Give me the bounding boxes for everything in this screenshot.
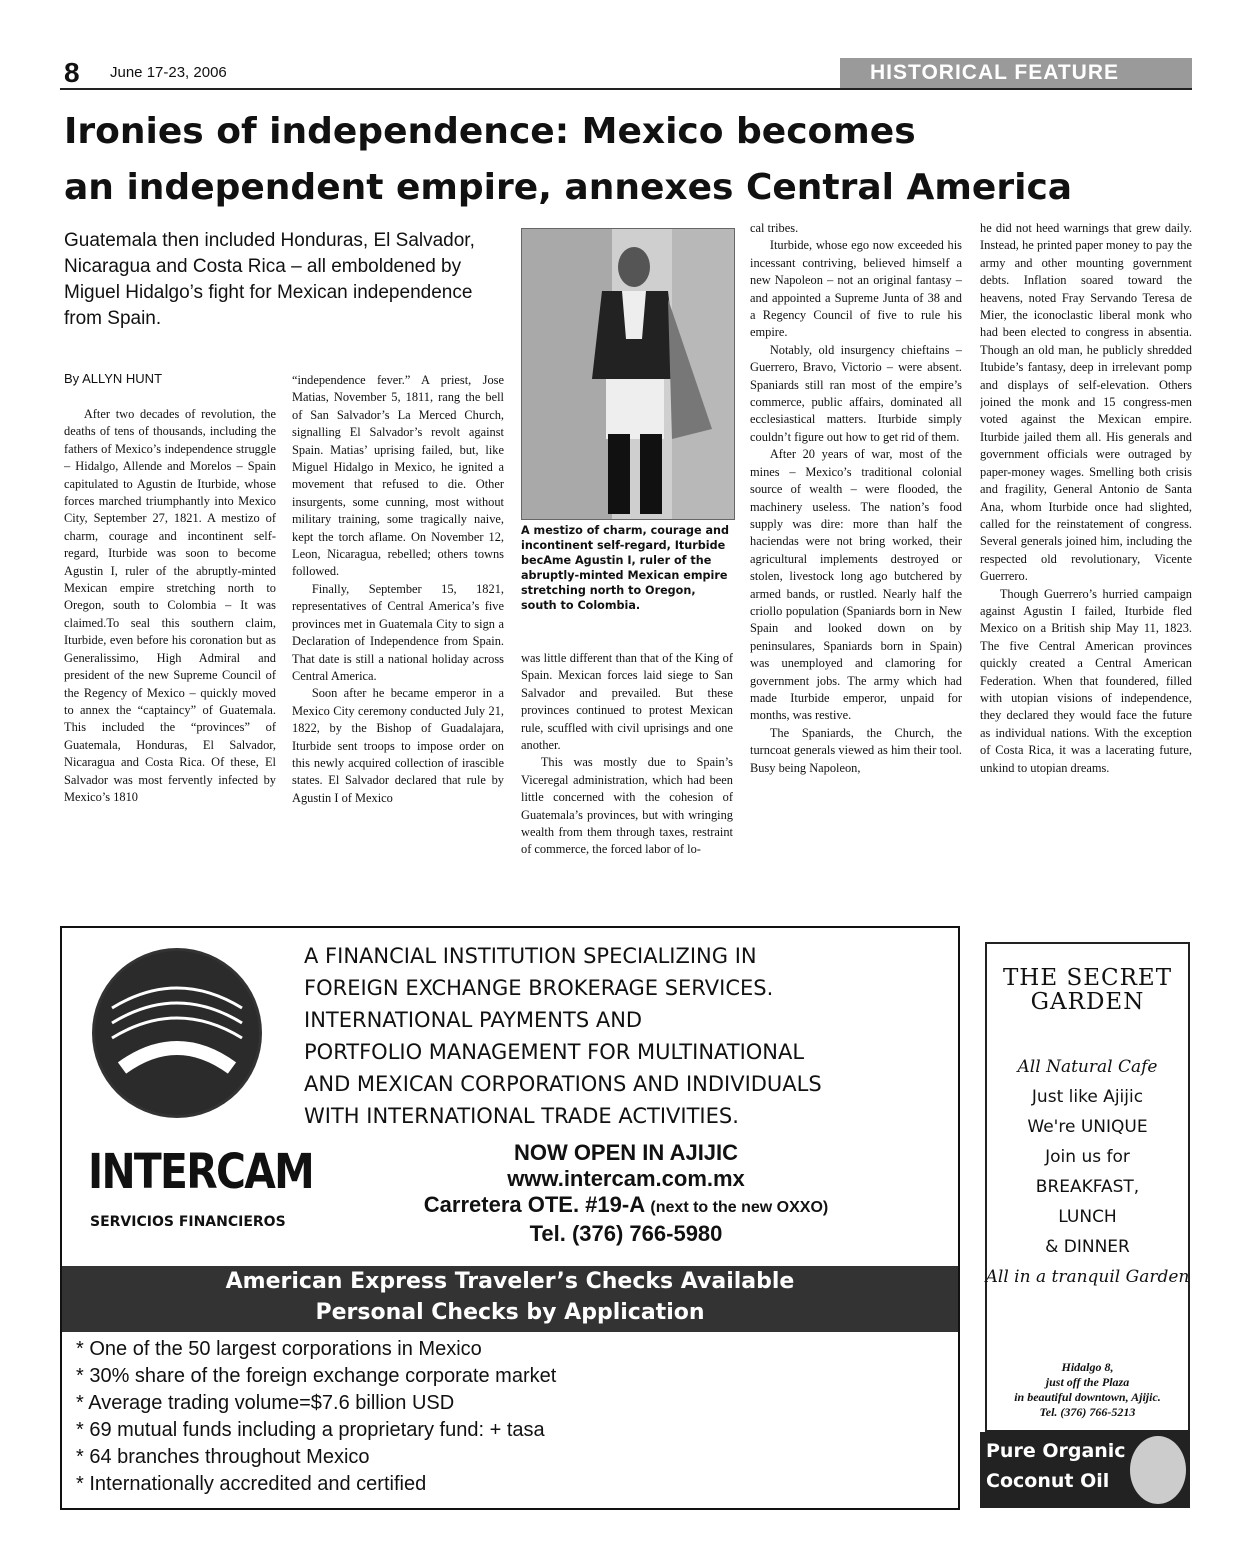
address-line bbox=[346, 1192, 906, 1221]
intercam-brand: INTERCAM bbox=[88, 1144, 313, 1200]
paragraph: Soon after he became emperor in a Mexico City ceremony conducted July 21, 1822, by the Bishop of Guadalajara, Iturbide sent troops to impose order on this newly acquired collection of irascible states. El Salvador declared that rule by Agustin I of Mexico bbox=[292, 686, 504, 805]
ad-line: INTERNATIONAL PAYMENTS AND bbox=[304, 1008, 643, 1032]
article-column-1 bbox=[64, 406, 276, 911]
coconut-line-2: Coconut Oil bbox=[986, 1470, 1110, 1492]
title-line-2: GARDEN bbox=[1030, 989, 1145, 1015]
iturbide-portrait-photo bbox=[521, 228, 735, 520]
paragraph: Finally, September 15, 1821, representatives of Central America’s five provinces met in Guatemala City to sign a Declaration of Independence from Spain. That date is still a national holiday across Central America. bbox=[292, 581, 504, 683]
open-line: NOW OPEN IN AJIJIC bbox=[513, 1140, 739, 1165]
tagline: All Natural Cafe bbox=[1017, 1057, 1158, 1077]
addr-line: in beautiful downtown, Ajijic. bbox=[1014, 1390, 1161, 1404]
ad-line: AND MEXICAN CORPORATIONS AND INDIVIDUALS bbox=[304, 1072, 822, 1096]
paragraph: Iturbide, whose ego now exceeded his incessant contriving, believed himself a new Napoleon – not an original fantasy – and appointed a Supreme Junta of 38 and a Regency Council of five to rule his empire. bbox=[750, 238, 962, 340]
address: Carretera OTE. #19-A bbox=[423, 1192, 645, 1217]
address-note: (next to the new OXXO) bbox=[650, 1199, 829, 1216]
paragraph: This was mostly due to Spain’s Viceregal administration, which had been little concerned with the cohesion of Guatemala’s provinces, but with wringing wealth from them through taxes, restraint of commerce, the forced labor of lo- bbox=[521, 755, 733, 857]
coconut-oil-text bbox=[986, 1436, 1126, 1496]
secret-garden-title bbox=[985, 966, 1190, 1014]
issue-date: June 17-23, 2006 bbox=[110, 64, 227, 81]
paragraph: After two decades of revolution, the deaths of tens of thousands, including the fathers of Mexico’s independence struggle – Hidalgo, Allende and Morelos – Spain capitulated to Agustin de Iturbide, whose forces marched triumphantly into Mexico City, September 27, 1821. A mestizo of charm, courage and incontinent self-regard, Iturbide was soon to become Agustin I, ruler of the abruptly-minted Mexican empire stretching north to Oregon, south to Colombia – It was claimed.To seal this southern claim, Iturbide, even before his coronation but as Generalissimo, High Admiral and president of the new Supreme Council of the Regency of Mexico – quickly moved to annex the “captaincy” of Guatemala. This included the “provinces” of Guatemala, Honduras, El Salvador, Nicaragua and Costa Rica. Of these, El Salvador was most fervently infected by Mexico’s 1810 bbox=[64, 407, 276, 804]
headline-line-2: an independent empire, annexes Central America bbox=[64, 167, 1073, 208]
article-column-2 bbox=[292, 372, 504, 912]
bullet-item: * 64 branches throughout Mexico bbox=[76, 1444, 946, 1471]
intercam-subtitle: SERVICIOS FINANCIEROS bbox=[90, 1214, 286, 1230]
body-line: All in a tranquil Garden bbox=[985, 1267, 1190, 1287]
body-line: We're UNIQUE bbox=[1027, 1117, 1148, 1137]
addr-line: Tel. (376) 766-5213 bbox=[1039, 1405, 1136, 1419]
paragraph: The Spaniards, the Church, the turncoat generals viewed as him their tool. Busy being Napoleon, bbox=[750, 725, 962, 775]
addr-line: Hidalgo 8, bbox=[1061, 1360, 1114, 1374]
title-line-1: THE SECRET bbox=[1002, 965, 1173, 991]
band-line-1: American Express Traveler’s Checks Available bbox=[225, 1269, 795, 1294]
article-column-3 bbox=[521, 650, 733, 910]
bullet-item: * 69 mutual funds including a proprietary fund: + tasa bbox=[76, 1417, 946, 1444]
coconut-line-1: Pure Organic bbox=[986, 1440, 1126, 1462]
page-number: 8 bbox=[64, 57, 80, 88]
bullet-item: * 30% share of the foreign exchange corporate market bbox=[76, 1363, 946, 1390]
bullet-item: * Average trading volume=$7.6 billion USD bbox=[76, 1390, 946, 1417]
intercam-location bbox=[346, 1140, 906, 1247]
ad-line: A FINANCIAL INSTITUTION SPECIALIZING IN bbox=[304, 944, 757, 968]
deck: Guatemala then included Honduras, El Salvador, Nicaragua and Costa Rica – all emboldened by Miguel Hidalgo’s fight for Mexican independence from Spain. bbox=[64, 230, 475, 329]
portrait-illustration bbox=[522, 229, 734, 519]
body-line: Just like Ajijic bbox=[1031, 1087, 1144, 1107]
headline bbox=[64, 104, 1194, 216]
paragraph: Though Guerrero’s hurried campaign against Agustin I failed, Iturbide fled Mexico on a British ship May 11, 1823. The five Central American provinces quickly created a Central American Federation. When that foundered, filled with utopian visions of independence, they declared they would face the future as individual nations. With the exception of Costa Rica, it was a lacerating future, unkind to utopian dreams. bbox=[980, 586, 1192, 775]
paragraph: Notably, old insurgency chieftains – Guerrero, Bravo, Victorio – were absent. Spaniards still ran most of the empire’s commerce, public affairs, dominated all ecclesiastical matters. Iturbide simply couldn’t figure out how to get rid of them. bbox=[750, 342, 962, 444]
secret-garden-address bbox=[985, 1360, 1190, 1420]
headline-line-1: Ironies of independence: Mexico becomes bbox=[64, 111, 916, 152]
byline: By ALLYN HUNT bbox=[64, 371, 163, 386]
paragraph: After 20 years of war, most of the mines – Mexico’s traditional colonial source of wealth – were flooded, the machinery useless. The nation’s food supply was dire: more than half the haciendas were not bring worked, their agricultural implements destroyed or stolen, livestock long ago butchered by armed bands, or rustled. Nearly half the criollo population (Spaniards born in New Spain and looked down on by peninsulares, Spaniards born in Spain) was unemployed and clamoring for government jobs. The army which had made Iturbide emperor, unpaid for months, was restive. bbox=[750, 447, 962, 723]
secret-garden-body bbox=[985, 1052, 1190, 1292]
body-line: Join us for bbox=[1045, 1147, 1130, 1167]
intercam-logo-graphic bbox=[92, 948, 262, 1118]
intercam-logo-icon bbox=[92, 948, 262, 1118]
paragraph: cal tribes. bbox=[750, 221, 799, 235]
body-line: & DINNER bbox=[1045, 1237, 1130, 1257]
photo-caption: A mestizo of charm, courage and incontinent self-regard, Iturbide becAme Agustin I, ruler of the abruptly-minted Mexican empire stretching north to Oregon, south to Colombia. bbox=[521, 524, 730, 612]
ad-line: PORTFOLIO MANAGEMENT FOR MULTINATIONAL bbox=[304, 1040, 805, 1064]
paragraph: he did not heed warnings that grew daily. Instead, he printed paper money to pay the army and other mounting government debts. Inflation soared toward the heavens, noted Fray Servando Teresa de Mier, the iconoclastic liberal monk who had been elected to congress in absentia. Though an old man, he publicly shredded Itubide’s fantasy, deep in irrelevant pomp and displays of self-elevation. Others joined the monk and 15 congress-men voted against the Mexican empire. Iturbide jailed them all. His generals and government officials were outraged by paper-money wages. Smelling both crisis and fragility, General Antonio de Santa Ana, whom Iturbide once had slighted, called for the reinstatement of congress. Several generals joined him, including the respected old revolutionary, Vicente Guerrero. bbox=[980, 221, 1192, 584]
bullet-item: * Internationally accredited and certified bbox=[76, 1471, 946, 1498]
article-column-4 bbox=[750, 220, 962, 912]
intercam-checks-band bbox=[62, 1266, 958, 1332]
website-link[interactable]: www.intercam.com.mx bbox=[507, 1166, 745, 1191]
section-tag-label: HISTORICAL FEATURE bbox=[870, 61, 1120, 84]
paragraph: “independence fever.” A priest, Jose Matias, November 5, 1811, rang the bell of San Salvador’s La Merced Church, signalling El Salvador’s revolt against Spain. Matias’ uprising failed, but, like Miguel Hidalgo in Mexico, he ignited a movement that refused to die. Other insurgents, some cunning, most without military training, some tragically naive, kept the torch aflame. On November 12, Leon, Nicaragua, rebelled; others towns followed. bbox=[292, 373, 504, 579]
header-rule bbox=[60, 88, 1192, 90]
body-line: BREAKFAST, bbox=[1035, 1177, 1140, 1197]
intercam-bullets bbox=[76, 1336, 946, 1498]
ad-line: WITH INTERNATIONAL TRADE ACTIVITIES. bbox=[304, 1104, 739, 1128]
paragraph: was little different than that of the King of Spain. Mexican forces laid siege to San Salvador and prevailed. But these provinces continued to protest Mexican rule, scuffled with civil uprisings and one another. bbox=[521, 651, 733, 753]
ad-line: FOREIGN EXCHANGE BROKERAGE SERVICES. bbox=[304, 976, 774, 1000]
coconut-drink-icon bbox=[1130, 1436, 1186, 1504]
body-line: LUNCH bbox=[1058, 1207, 1117, 1227]
intercam-description bbox=[304, 940, 944, 1132]
section-tag bbox=[840, 58, 1192, 88]
band-line-2: Personal Checks by Application bbox=[315, 1300, 705, 1325]
addr-line: just off the Plaza bbox=[1045, 1375, 1130, 1389]
phone: Tel. (376) 766-5980 bbox=[529, 1221, 723, 1246]
article-column-5 bbox=[980, 220, 1192, 930]
bullet-item: * One of the 50 largest corporations in Mexico bbox=[76, 1336, 946, 1363]
